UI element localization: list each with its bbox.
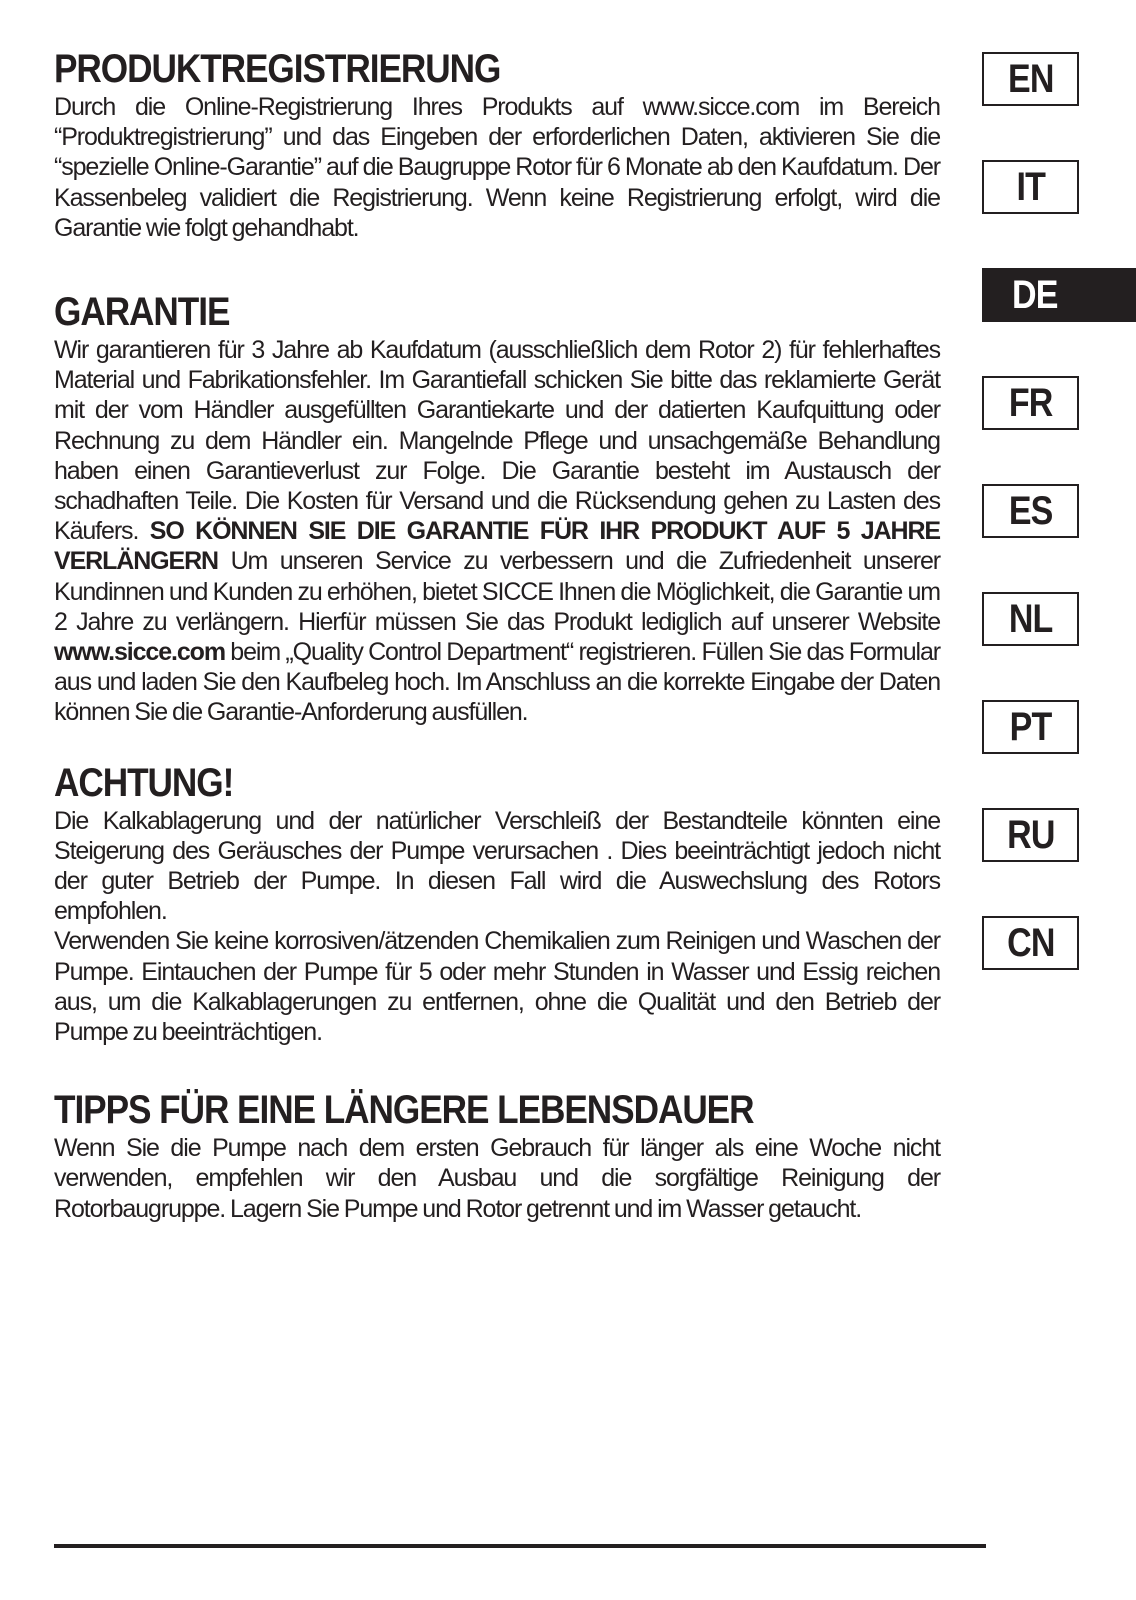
section-longevity-tips <box>54 1087 940 1224</box>
language-tab-label: ES <box>1008 489 1053 533</box>
language-tab-label: DE <box>1012 273 1058 317</box>
warranty-extension-heading: SO KÖNNEN SIE DIE GARANTIE FÜR IHR PRODUKT AUF 5 JAHRE VERLÄNGERN <box>54 517 940 576</box>
text-longevity-tips: Wenn Sie die Pumpe nach dem ersten Gebrauch für länger als eine Woche nicht verwenden, empfehlen wir den Ausbau und die sorgfältige Reinigung der Rotorbaugruppe. Lagern Sie Pumpe und Rotor getrennt und im Wasser getaucht. <box>54 1134 940 1223</box>
text-product-registration: Durch die Online-Registrierung Ihres Produkts auf www.sicce.com im Bereich “Produktregistrierung” und das Eingeben der erforderlichen Daten, aktivieren Sie die “spezielle Online-Garantie” auf die Baugruppe Rotor für 6 Monate ab den Kaufdatum. Der Kassenbeleg validiert die Registrierung. Wenn keine Registrierung erfolgt, wird die Garantie wie folgt gehandhabt. <box>54 93 940 242</box>
manual-content <box>54 46 940 1224</box>
language-tab-es[interactable] <box>982 484 1079 538</box>
language-tab-label: EN <box>1007 57 1054 101</box>
heading-product-registration: PRODUKTREGISTRIERUNG <box>54 47 501 91</box>
language-tabs <box>982 52 1136 1024</box>
language-tab-label: NL <box>1008 597 1053 641</box>
language-tab-label: RU <box>1006 813 1055 857</box>
heading-longevity-tips: TIPPS FÜR EINE LÄNGERE LEBENSDAUER <box>54 1088 754 1133</box>
language-tab-pt[interactable] <box>982 700 1079 754</box>
language-tab-fr[interactable] <box>982 376 1079 430</box>
language-tab-de[interactable] <box>982 268 1136 322</box>
section-attention <box>54 760 940 1048</box>
warranty-terms-text: Wir garantieren für 3 Jahre ab Kaufdatum (ausschließlich dem Rotor 2) für fehlerhaftes Material und Fabrikationsfehler. Im Garantiefall schicken Sie bitte das reklamierte Gerät mit der vom Händler ausgefüllten Garantiekarte und der datierten Kaufquittung oder Rechnung zu dem Händler ein. Mangelnde Pflege und unsachgemäße Behandlung haben einen Garantieverlust zur Folge. Die Garantie besteht im Austausch der schadhaften Teile. Die Kosten für Versand und die Rücksendung gehen zu Lasten des Käufers. <box>54 336 940 546</box>
language-tab-ru[interactable] <box>982 808 1079 862</box>
text-attention-cleaning: Verwenden Sie keine korrosiven/ätzenden Chemikalien zum Reinigen und Waschen der Pumpe. Eintauchen der Pumpe für 5 oder mehr Stunden in Wasser und Essig reichen aus, um die Kalkablagerungen zu entfernen, ohne die Qualität und den Betrieb der Pumpe zu beeinträchtigen. <box>54 927 940 1047</box>
language-tab-en[interactable] <box>982 52 1079 106</box>
bottom-divider <box>54 1544 986 1548</box>
language-tab-it[interactable] <box>982 160 1079 214</box>
section-product-registration <box>54 46 940 243</box>
heading-warranty: GARANTIE <box>54 290 230 335</box>
language-tab-label: IT <box>1016 165 1045 209</box>
language-tab-label: CN <box>1006 921 1055 965</box>
language-tab-cn[interactable] <box>982 916 1079 970</box>
language-tab-nl[interactable] <box>982 592 1079 646</box>
website-link[interactable]: www.sicce.com <box>54 638 225 667</box>
text-attention-limescale: Die Kalkablagerung und der natürlicher Verschleiß der Bestandteile könnten eine Steigerung des Geräusches der Pumpe verursachen . Dies beeinträchtigt jedoch nicht der guter Betrieb der Pumpe. In diesen Fall wird die Auswechslung des Rotors empfohlen. <box>54 806 940 926</box>
heading-attention: ACHTUNG! <box>54 760 234 805</box>
warranty-registration-text: beim „Quality Control Department“ registrieren. Füllen Sie das Formular aus und laden Sie den Kaufbeleg hoch. Im Anschluss an die korrekte Eingabe der Daten können Sie die Garantie-Anforderung ausfüllen. <box>54 638 940 727</box>
section-warranty <box>54 289 940 728</box>
language-tab-label: FR <box>1008 381 1053 425</box>
text-warranty <box>54 335 940 728</box>
warranty-extension-text: Um unseren Service zu verbessern und die Zufriedenheit unserer Kundinnen und Kunden zu erhöhen, bietet SICCE Ihnen die Möglichkeit, die Garantie um 2 Jahre zu verlängern. Hierfür müssen Sie das Produkt lediglich auf unserer Website <box>54 547 940 636</box>
language-tab-label: PT <box>1009 705 1052 749</box>
